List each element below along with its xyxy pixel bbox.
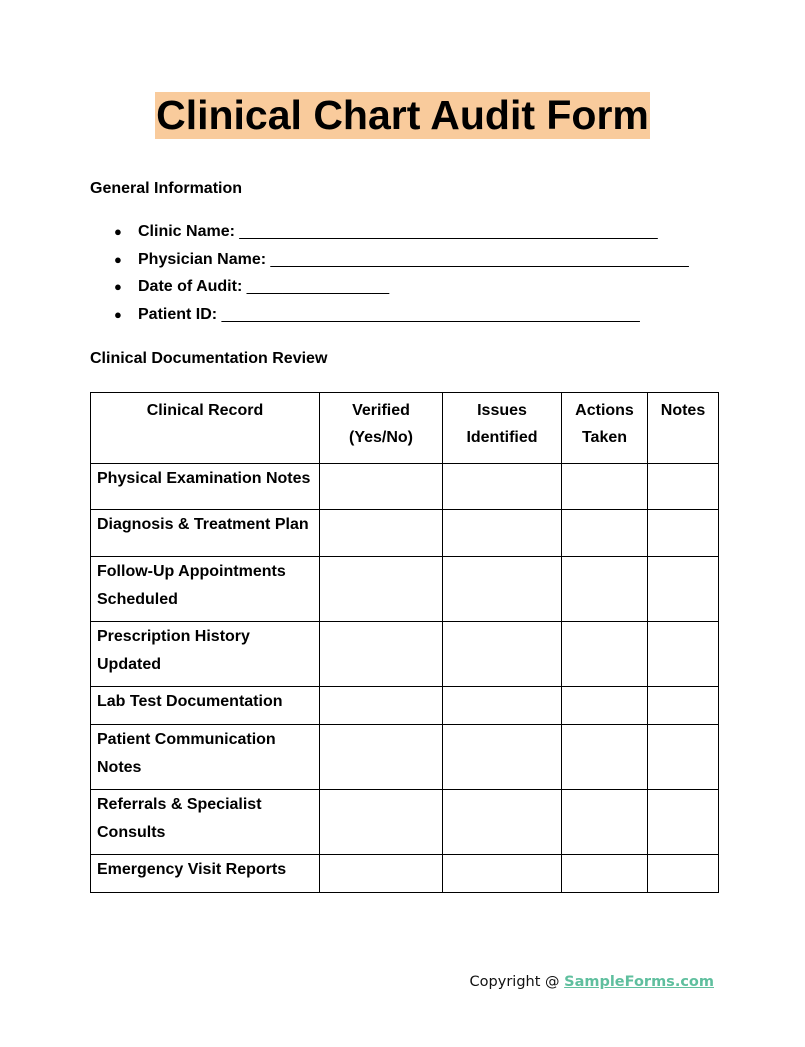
verified-cell[interactable]: [320, 622, 443, 687]
issues-cell[interactable]: [443, 464, 562, 510]
bullet-icon: ●: [114, 251, 122, 267]
actions-cell[interactable]: [562, 510, 648, 557]
issues-cell[interactable]: [443, 557, 562, 622]
actions-cell[interactable]: [562, 790, 648, 855]
record-name-cell: Lab Test Documentation: [91, 687, 320, 725]
bullet-icon: ●: [114, 307, 122, 323]
issues-cell[interactable]: [443, 622, 562, 687]
copyright-footer: [470, 972, 714, 992]
bullet-icon: ●: [114, 279, 122, 295]
record-name-cell: Prescription History Updated: [91, 622, 320, 687]
notes-cell[interactable]: [648, 510, 719, 557]
documentation-review-table: [90, 392, 719, 893]
date-of-audit-label: Date of Audit:: [138, 278, 243, 296]
verified-cell[interactable]: [320, 725, 443, 790]
record-name-cell: Referrals & Specialist Consults: [91, 790, 320, 855]
verified-cell[interactable]: [320, 464, 443, 510]
record-name-cell: Physical Examination Notes: [91, 464, 320, 510]
patient-id-label: Patient ID:: [138, 306, 218, 324]
verified-cell[interactable]: [320, 855, 443, 893]
record-name-cell: Emergency Visit Reports: [91, 855, 320, 893]
column-header-issues-identified: Issues Identified: [443, 393, 562, 464]
verified-cell[interactable]: [320, 790, 443, 855]
notes-cell[interactable]: [648, 687, 719, 725]
copyright-text: Copyright @: [469, 974, 565, 990]
column-header-verified: Verified (Yes/No): [320, 393, 443, 464]
column-header-actions-taken: Actions Taken: [562, 393, 648, 464]
table-row: [91, 557, 719, 622]
notes-cell[interactable]: [648, 464, 719, 510]
table-row: [91, 687, 719, 725]
clinic-name-label: Clinic Name:: [138, 223, 235, 240]
title-container: [0, 92, 805, 139]
column-header-clinical-record: Clinical Record: [91, 393, 320, 464]
documentation-review-heading: Clinical Documentation Review: [90, 350, 328, 367]
notes-cell[interactable]: [648, 790, 719, 855]
table-header-row: [91, 393, 719, 464]
notes-cell[interactable]: [648, 855, 719, 893]
patient-id-input[interactable]: _______________________________________________: [221, 306, 640, 324]
issues-cell[interactable]: [443, 687, 562, 725]
table-row: [91, 855, 719, 893]
column-header-notes: Notes: [648, 393, 719, 464]
verified-cell[interactable]: [320, 687, 443, 725]
physician-name-input[interactable]: _______________________________________________: [270, 250, 689, 268]
date-of-audit-input[interactable]: ________________: [246, 278, 390, 296]
issues-cell[interactable]: [443, 855, 562, 893]
record-name-cell: Diagnosis & Treatment Plan: [91, 510, 320, 557]
record-name-cell: Patient Communication Notes: [91, 725, 320, 790]
actions-cell[interactable]: [562, 725, 648, 790]
table-row: [91, 790, 719, 855]
actions-cell[interactable]: [562, 464, 648, 510]
physician-name-label: Physician Name:: [138, 250, 267, 268]
sampleforms-link[interactable]: SampleForms.com: [564, 974, 714, 990]
notes-cell[interactable]: [648, 622, 719, 687]
bullet-icon: ●: [114, 224, 122, 239]
table-row: [91, 464, 719, 510]
table-row: [91, 725, 719, 790]
actions-cell[interactable]: [562, 855, 648, 893]
notes-cell[interactable]: [648, 557, 719, 622]
actions-cell[interactable]: [562, 557, 648, 622]
issues-cell[interactable]: [443, 725, 562, 790]
clinic-name-input[interactable]: _______________________________________________: [239, 223, 658, 240]
table-row: [91, 510, 719, 557]
general-information-heading: General Information: [90, 180, 243, 197]
issues-cell[interactable]: [443, 510, 562, 557]
actions-cell[interactable]: [562, 687, 648, 725]
verified-cell[interactable]: [320, 557, 443, 622]
issues-cell[interactable]: [443, 790, 562, 855]
verified-cell[interactable]: [320, 510, 443, 557]
notes-cell[interactable]: [648, 725, 719, 790]
record-name-cell: Follow-Up Appointments Scheduled: [91, 557, 320, 622]
page-title: Clinical Chart Audit Form: [156, 92, 649, 138]
table-row: [91, 622, 719, 687]
actions-cell[interactable]: [562, 622, 648, 687]
